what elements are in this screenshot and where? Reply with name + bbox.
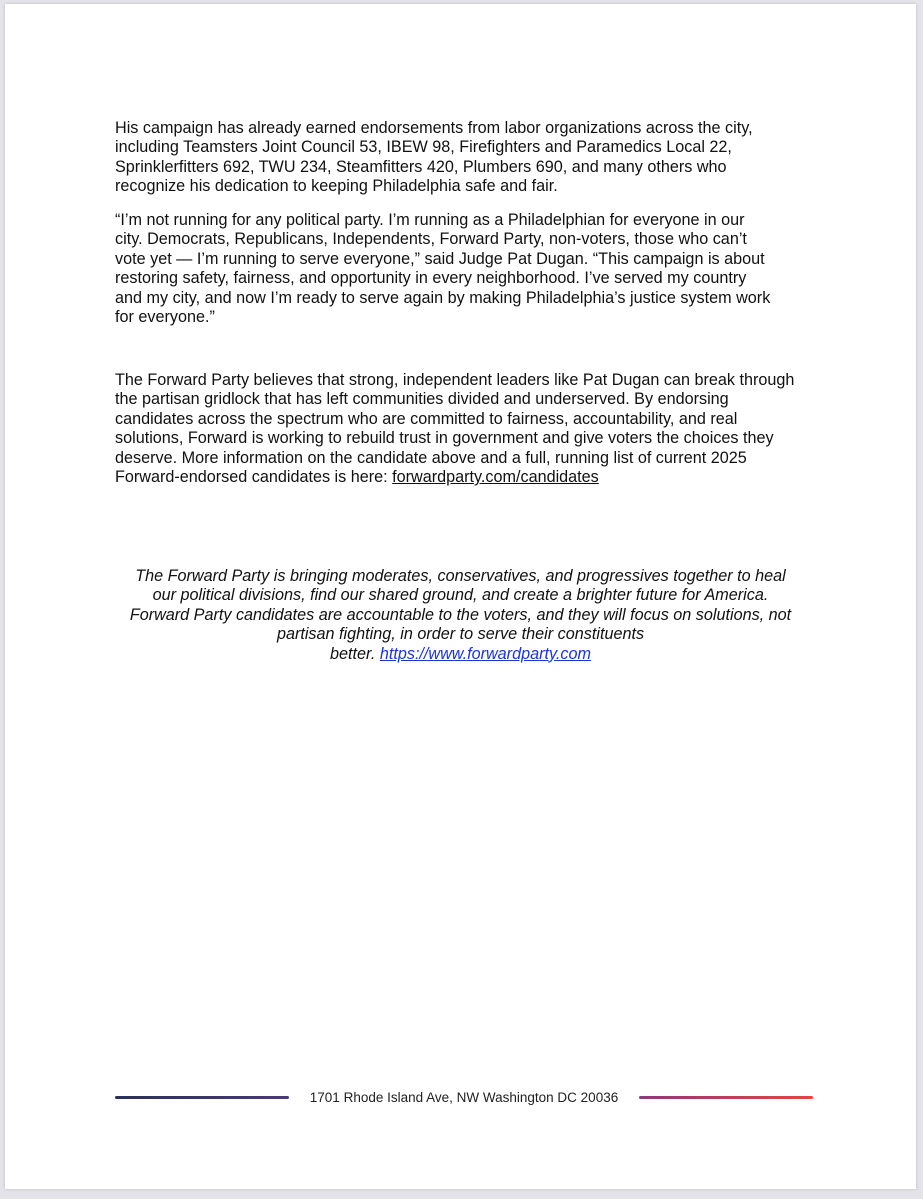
text-line bbox=[5, 645, 916, 664]
text-line: restoring safety, fairness, and opportunity in every neighborhood. I’ve served my country bbox=[115, 269, 747, 288]
text-line: for everyone.” bbox=[115, 308, 215, 327]
text-line: our political divisions, find our shared ground, and create a brighter future for America. bbox=[152, 586, 769, 605]
text-line-prefix: better. bbox=[330, 644, 380, 663]
text-line: partisan fighting, in order to serve their constituents bbox=[276, 625, 645, 644]
paragraph-quote bbox=[115, 211, 770, 327]
text-line: city. Democrats, Republicans, Independents, Forward Party, non-voters, those who can’t bbox=[115, 230, 747, 249]
text-line: Sprinklerfitters 692, TWU 234, Steamfitters 420, Plumbers 690, and many others who bbox=[115, 157, 727, 176]
text-line: and my city, and now I’m ready to serve again by making Philadelphia’s justice system work bbox=[115, 288, 771, 307]
footer-divider-left bbox=[115, 1096, 289, 1099]
text-line: The Forward Party believes that strong, independent leaders like Pat Dugan can break through bbox=[115, 371, 795, 389]
text-line: solutions, Forward is working to rebuild trust in government and give voters the choices they bbox=[115, 429, 774, 448]
paragraph-endorsements bbox=[115, 119, 753, 197]
paragraph-forward-party bbox=[115, 371, 794, 487]
candidates-link[interactable]: forwardparty.com/candidates bbox=[392, 468, 599, 487]
text-line: vote yet — I’m running to serve everyone,” said Judge Pat Dugan. “This campaign is about bbox=[115, 249, 765, 268]
document-page bbox=[5, 4, 916, 1189]
text-line: candidates across the spectrum who are committed to fairness, accountability, and real bbox=[115, 409, 738, 428]
text-line: The Forward Party is bringing moderates, conservatives, and progressives together to heal bbox=[135, 567, 786, 585]
text-line: Forward Party candidates are accountable to the voters, and they will focus on solutions, not bbox=[129, 605, 792, 624]
footer-divider-right bbox=[639, 1096, 813, 1099]
text-line: the partisan gridlock that has left communities divided and underserved. By endorsing bbox=[115, 390, 729, 409]
text-line: His campaign has already earned endorsements from labor organizations across the city, bbox=[115, 119, 753, 137]
closing-statement bbox=[5, 567, 916, 664]
text-line: deserve. More information on the candidate above and a full, running list of current 2025 bbox=[115, 448, 747, 467]
footer bbox=[115, 1086, 813, 1108]
text-line: recognize his dedication to keeping Philadelphia safe and fair. bbox=[115, 177, 558, 196]
text-line-prefix: Forward-endorsed candidates is here: bbox=[115, 468, 393, 487]
text-line: “I’m not running for any political party. I’m running as a Philadelphian for everyone in our bbox=[115, 211, 745, 229]
text-line: including Teamsters Joint Council 53, IBEW 98, Firefighters and Paramedics Local 22, bbox=[115, 138, 732, 157]
footer-address: 1701 Rhode Island Ave, NW Washington DC 20036 bbox=[309, 1089, 619, 1105]
forwardparty-website-link[interactable]: https://www.forwardparty.com bbox=[379, 644, 591, 663]
text-line bbox=[115, 468, 794, 487]
